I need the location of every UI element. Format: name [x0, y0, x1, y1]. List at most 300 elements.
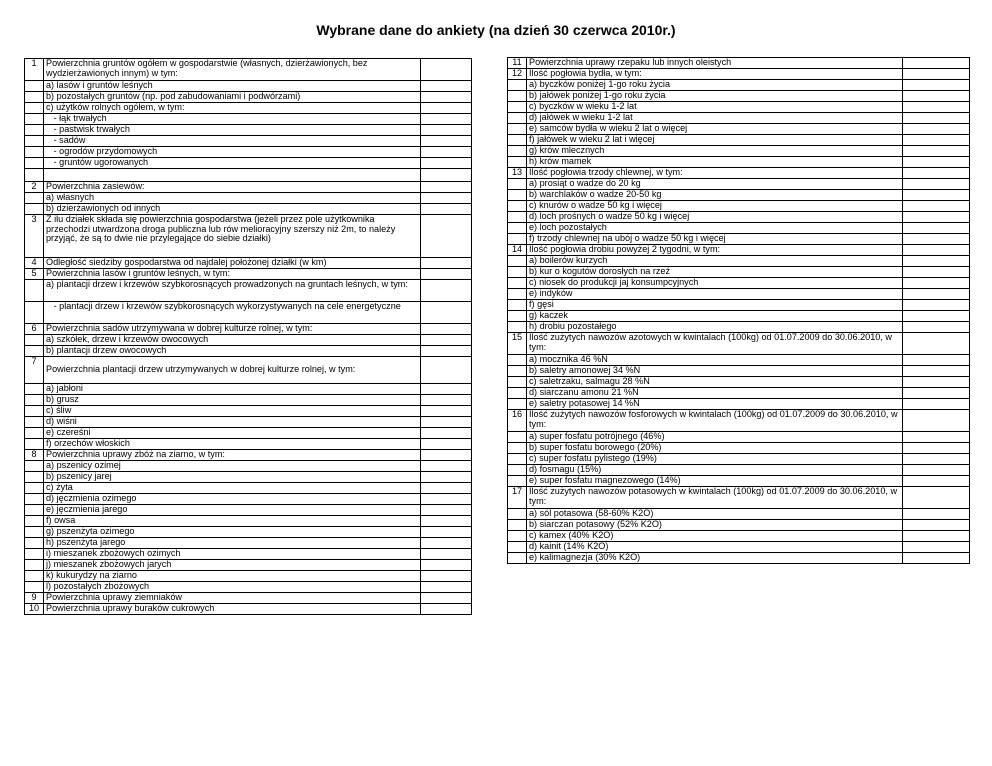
table-row [25, 193, 472, 204]
row-number [508, 476, 527, 487]
row-label: d) loch prośnych o wadze 50 kg i więcej [527, 212, 903, 223]
answer-cell[interactable] [421, 483, 472, 494]
answer-cell[interactable] [903, 256, 970, 267]
row-label: a) byczków poniżej 1-go roku życia [527, 80, 903, 91]
row-label: a) prosiąt o wadze do 20 kg [527, 179, 903, 190]
row-number: 3 [25, 215, 44, 258]
table-row [25, 582, 472, 593]
row-number [25, 302, 44, 324]
row-number [25, 571, 44, 582]
table-row [25, 335, 472, 346]
table-row [508, 520, 970, 531]
row-number [25, 158, 44, 169]
row-label: e) kalimagnezja (30% K2O) [527, 553, 903, 564]
answer-cell[interactable] [421, 215, 472, 258]
row-label: g) krów mlecznych [527, 146, 903, 157]
answer-cell[interactable] [903, 553, 970, 564]
table-row [25, 81, 472, 92]
answer-cell[interactable] [421, 169, 472, 182]
table-row [25, 516, 472, 527]
table-row [508, 113, 970, 124]
answer-cell[interactable] [421, 560, 472, 571]
answer-cell[interactable] [903, 168, 970, 179]
table-row [508, 168, 970, 179]
answer-cell[interactable] [421, 302, 472, 324]
row-label: Z ilu działek składa się powierzchnia gospodarstwa (jeżeli przez pole użytkownika przechodzi utwardzona droga publiczna lub rów melioracyjny szerszy niż 2m, to należy przyjąć, że są to dwie nie przylegające do siebie działki) [44, 215, 421, 258]
row-label: k) kukurydzy na ziarno [44, 571, 421, 582]
table-row [508, 531, 970, 542]
table-row [508, 146, 970, 157]
row-number [508, 256, 527, 267]
table-row [25, 204, 472, 215]
row-label: b) pszenicy jarej [44, 472, 421, 483]
row-label: c) kamex (40% K2O) [527, 531, 903, 542]
answer-cell[interactable] [903, 135, 970, 146]
row-number [508, 80, 527, 91]
table-row [25, 182, 472, 193]
row-number [508, 124, 527, 135]
row-number [25, 461, 44, 472]
answer-cell[interactable] [903, 223, 970, 234]
table-row [508, 333, 970, 355]
answer-cell[interactable] [903, 476, 970, 487]
answer-cell[interactable] [903, 278, 970, 289]
table-row [25, 417, 472, 428]
table-row [508, 223, 970, 234]
row-label: d) kainit (14% K2O) [527, 542, 903, 553]
answer-cell[interactable] [903, 311, 970, 322]
table-row [25, 269, 472, 280]
row-number [25, 335, 44, 346]
page-title: Wybrane dane do ankiety (na dzień 30 czerwca 2010r.) [316, 22, 676, 38]
table-row [25, 114, 472, 125]
answer-cell[interactable] [421, 439, 472, 450]
answer-cell[interactable] [903, 234, 970, 245]
answer-cell[interactable] [421, 204, 472, 215]
row-number [508, 443, 527, 454]
table-row [508, 256, 970, 267]
row-number [508, 289, 527, 300]
answer-cell[interactable] [421, 417, 472, 428]
table-row [508, 190, 970, 201]
answer-cell[interactable] [421, 494, 472, 505]
answer-cell[interactable] [903, 399, 970, 410]
row-number: 12 [508, 69, 527, 80]
row-number [508, 388, 527, 399]
answer-cell[interactable] [421, 593, 472, 604]
table-row [25, 280, 472, 302]
table-row [508, 245, 970, 256]
row-number [508, 179, 527, 190]
row-label: d) siarczanu amonu 21 %N [527, 388, 903, 399]
answer-cell[interactable] [421, 59, 472, 81]
answer-cell[interactable] [421, 450, 472, 461]
answer-cell[interactable] [903, 146, 970, 157]
row-label: b) saletry amonowej 34 %N [527, 366, 903, 377]
table-row [25, 136, 472, 147]
table-row [508, 377, 970, 388]
row-number [25, 472, 44, 483]
row-number: 15 [508, 333, 527, 355]
answer-cell[interactable] [903, 212, 970, 223]
row-label: d) jałówek w wieku 1-2 lat [527, 113, 903, 124]
answer-cell[interactable] [903, 487, 970, 509]
answer-cell[interactable] [421, 280, 472, 302]
answer-cell[interactable] [421, 182, 472, 193]
row-number [508, 311, 527, 322]
answer-cell[interactable] [421, 538, 472, 549]
answer-cell[interactable] [421, 103, 472, 114]
row-number [508, 366, 527, 377]
survey-table-right-body [508, 58, 970, 564]
row-label: - łąk trwałych [44, 114, 421, 125]
row-number [25, 527, 44, 538]
row-label: Powierzchnia uprawy ziemniaków [44, 593, 421, 604]
table-row [508, 102, 970, 113]
row-number [508, 542, 527, 553]
answer-cell[interactable] [421, 193, 472, 204]
row-number [508, 201, 527, 212]
table-row [508, 355, 970, 366]
row-label: Odległość siedziby gospodarstwa od najdalej położonej działki (w km) [44, 258, 421, 269]
row-number [25, 439, 44, 450]
table-row [508, 289, 970, 300]
answer-cell[interactable] [903, 190, 970, 201]
answer-cell[interactable] [421, 92, 472, 103]
row-label: b) jałówek poniżej 1-go roku życia [527, 91, 903, 102]
answer-cell[interactable] [421, 582, 472, 593]
table-row [508, 443, 970, 454]
row-number [25, 505, 44, 516]
table-row [508, 69, 970, 80]
row-label: Powierzchnia lasów i gruntów leśnych, w tym: [44, 269, 421, 280]
row-number [508, 553, 527, 564]
survey-table-right [507, 57, 970, 564]
row-label: c) niosek do produkcji jaj konsumpcyjnych [527, 278, 903, 289]
answer-cell[interactable] [421, 549, 472, 560]
answer-cell[interactable] [421, 335, 472, 346]
row-label: e) czereśni [44, 428, 421, 439]
row-number: 14 [508, 245, 527, 256]
answer-cell[interactable] [421, 258, 472, 269]
row-number: 8 [25, 450, 44, 461]
table-row [25, 494, 472, 505]
answer-cell[interactable] [421, 357, 472, 384]
row-number [508, 432, 527, 443]
answer-cell[interactable] [421, 472, 472, 483]
row-number [25, 384, 44, 395]
answer-cell[interactable] [903, 201, 970, 212]
table-row [508, 465, 970, 476]
table-row [508, 201, 970, 212]
table-row [25, 439, 472, 450]
answer-cell[interactable] [903, 91, 970, 102]
table-row [25, 505, 472, 516]
table-row [25, 428, 472, 439]
row-label: e) samców bydła w wieku 2 lat o więcej [527, 124, 903, 135]
answer-cell[interactable] [903, 157, 970, 168]
row-number [25, 428, 44, 439]
row-number: 17 [508, 487, 527, 509]
table-row [508, 80, 970, 91]
answer-cell[interactable] [421, 384, 472, 395]
answer-cell[interactable] [903, 542, 970, 553]
row-label: f) orzechów włoskich [44, 439, 421, 450]
row-number [25, 169, 44, 182]
table-row [508, 58, 970, 69]
table-row [508, 157, 970, 168]
table-row [25, 461, 472, 472]
row-label: f) jałówek w wieku 2 lat i więcej [527, 135, 903, 146]
row-label: c) saletrzaku, salmagu 28 %N [527, 377, 903, 388]
row-number [508, 135, 527, 146]
row-number [508, 278, 527, 289]
row-number [25, 103, 44, 114]
table-row [25, 324, 472, 335]
answer-cell[interactable] [903, 377, 970, 388]
answer-cell[interactable] [421, 147, 472, 158]
answer-cell[interactable] [421, 505, 472, 516]
row-label: b) super fosfatu borowego (20%) [527, 443, 903, 454]
row-number [508, 377, 527, 388]
table-row [508, 487, 970, 509]
answer-cell[interactable] [903, 124, 970, 135]
row-label: d) jęczmienia ozimego [44, 494, 421, 505]
row-label: e) indyków [527, 289, 903, 300]
row-number [508, 454, 527, 465]
answer-cell[interactable] [903, 355, 970, 366]
answer-cell[interactable] [421, 158, 472, 169]
table-row [25, 593, 472, 604]
table-row [25, 450, 472, 461]
answer-cell[interactable] [421, 395, 472, 406]
table-row [25, 472, 472, 483]
table-row [508, 91, 970, 102]
row-label: d) fosmagu (15%) [527, 465, 903, 476]
table-row [508, 454, 970, 465]
row-label: a) pszenicy ozimej [44, 461, 421, 472]
row-label: c) żyta [44, 483, 421, 494]
table-row [508, 300, 970, 311]
table-row [508, 399, 970, 410]
row-label: f) trzody chlewnej na ubój o wadze 50 kg i więcej [527, 234, 903, 245]
row-number: 5 [25, 269, 44, 280]
answer-cell[interactable] [903, 531, 970, 542]
answer-cell[interactable] [903, 509, 970, 520]
row-label: Ilość pogłowia bydła, w tym: [527, 69, 903, 80]
table-row [25, 549, 472, 560]
answer-cell[interactable] [421, 571, 472, 582]
row-number [508, 509, 527, 520]
row-number [25, 395, 44, 406]
row-number: 4 [25, 258, 44, 269]
row-number [25, 560, 44, 571]
row-label: Ilość zużytych nawozów potasowych w kwintalach (100kg) od 01.07.2009 do 30.06.2010, w tym: [527, 487, 903, 509]
row-number [508, 465, 527, 476]
answer-cell[interactable] [903, 113, 970, 124]
answer-cell[interactable] [903, 267, 970, 278]
survey-table-left-body [25, 59, 472, 615]
row-number [508, 91, 527, 102]
answer-cell[interactable] [903, 322, 970, 333]
answer-cell[interactable] [903, 300, 970, 311]
row-label: h) drobiu pozostałego [527, 322, 903, 333]
row-number [25, 81, 44, 92]
row-number [25, 125, 44, 136]
table-row [25, 357, 472, 384]
row-label: g) pszenżyta ozimego [44, 527, 421, 538]
row-label: b) pozostałych gruntów (np. pod zabudowaniami i podwórzami) [44, 92, 421, 103]
row-number [508, 531, 527, 542]
row-label: f) owsa [44, 516, 421, 527]
row-number [25, 114, 44, 125]
row-number [508, 234, 527, 245]
row-number [25, 549, 44, 560]
answer-cell[interactable] [903, 333, 970, 355]
row-label: a) sól potasowa (58-60% K2O) [527, 509, 903, 520]
row-number: 1 [25, 59, 44, 81]
row-label: Ilość zużytych nawozów azotowych w kwintalach (100kg) od 01.07.2009 do 30.06.2010, w tym: [527, 333, 903, 355]
row-label: c) byczków w wieku 1-2 lat [527, 102, 903, 113]
row-number [25, 538, 44, 549]
answer-cell[interactable] [903, 102, 970, 113]
table-row [508, 135, 970, 146]
row-label: - ogrodów przydomowych [44, 147, 421, 158]
table-row [508, 542, 970, 553]
row-label: e) jęczmienia jarego [44, 505, 421, 516]
table-row [508, 234, 970, 245]
answer-cell[interactable] [903, 520, 970, 531]
row-number: 9 [25, 593, 44, 604]
row-label: e) loch pozostałych [527, 223, 903, 234]
table-row [25, 92, 472, 103]
answer-cell[interactable] [421, 81, 472, 92]
answer-cell[interactable] [903, 179, 970, 190]
row-label: - pastwisk trwałych [44, 125, 421, 136]
row-label: b) warchlaków o wadze 20-50 kg [527, 190, 903, 201]
table-row [508, 553, 970, 564]
table-row [508, 432, 970, 443]
row-number [508, 300, 527, 311]
answer-cell[interactable] [421, 125, 472, 136]
row-number: 11 [508, 58, 527, 69]
answer-cell[interactable] [903, 80, 970, 91]
row-number [25, 280, 44, 302]
answer-cell[interactable] [421, 604, 472, 615]
table-row [25, 258, 472, 269]
table-row [508, 366, 970, 377]
row-label: b) dzierżawionych od innych [44, 204, 421, 215]
answer-cell[interactable] [903, 69, 970, 80]
table-row [508, 124, 970, 135]
row-number [25, 147, 44, 158]
row-number [508, 355, 527, 366]
row-label: Ilość pogłowia trzody chlewnej, w tym: [527, 168, 903, 179]
table-row [25, 215, 472, 258]
row-label: d) wiśni [44, 417, 421, 428]
row-label: j) mieszanek zbożowych jarych [44, 560, 421, 571]
answer-cell[interactable] [421, 136, 472, 147]
answer-cell[interactable] [421, 516, 472, 527]
row-label: Powierzchnia uprawy rzepaku lub innych oleistych [527, 58, 903, 69]
table-row [508, 267, 970, 278]
row-label: a) szkółek, drzew i krzewów owocowych [44, 335, 421, 346]
answer-cell[interactable] [903, 454, 970, 465]
table-row [25, 103, 472, 114]
answer-cell[interactable] [903, 388, 970, 399]
answer-cell[interactable] [421, 269, 472, 280]
row-number [508, 322, 527, 333]
row-number [25, 136, 44, 147]
row-number [508, 520, 527, 531]
row-label: e) super fosfatu magnezowego (14%) [527, 476, 903, 487]
row-number [508, 146, 527, 157]
answer-cell[interactable] [903, 443, 970, 454]
answer-cell[interactable] [421, 406, 472, 417]
row-label: Powierzchnia gruntów ogółem w gospodarstwie (własnych, dzierżawionych, bez wydzierżawionych innym) w tym: [44, 59, 421, 81]
answer-cell[interactable] [903, 58, 970, 69]
table-row [25, 169, 472, 182]
row-number [508, 267, 527, 278]
table-row [508, 179, 970, 190]
table-row [508, 322, 970, 333]
row-number [25, 193, 44, 204]
table-row [508, 388, 970, 399]
row-label: a) super fosfatu potrójnego (46%) [527, 432, 903, 443]
row-label: Powierzchnia uprawy buraków cukrowych [44, 604, 421, 615]
answer-cell[interactable] [903, 465, 970, 476]
answer-cell[interactable] [421, 346, 472, 357]
answer-cell[interactable] [903, 410, 970, 432]
answer-cell[interactable] [903, 245, 970, 256]
row-label: Powierzchnia plantacji drzew utrzymywanych w dobrej kulturze rolnej, w tym: [44, 357, 421, 384]
row-label: a) lasów i gruntów leśnych [44, 81, 421, 92]
row-label: c) śliw [44, 406, 421, 417]
row-number [25, 346, 44, 357]
row-number [25, 204, 44, 215]
row-label: f) gęsi [527, 300, 903, 311]
row-label: a) plantacji drzew i krzewów szybkorosnących prowadzonych na gruntach leśnych, w tym: [44, 280, 421, 302]
answer-cell[interactable] [903, 432, 970, 443]
row-label: Powierzchnia sadów utrzymywana w dobrej kulturze rolnej, w tym: [44, 324, 421, 335]
row-label: g) kaczek [527, 311, 903, 322]
row-number: 7 [25, 357, 44, 384]
row-label: l) pozostałych zbożowych [44, 582, 421, 593]
table-row [25, 571, 472, 582]
row-label: c) użytków rolnych ogółem, w tym: [44, 103, 421, 114]
row-label: c) super fosfatu pylistego (19%) [527, 454, 903, 465]
answer-cell[interactable] [421, 114, 472, 125]
row-number [508, 102, 527, 113]
row-label: Ilość pogłowia drobiu powyżej 2 tygodni, w tym: [527, 245, 903, 256]
answer-cell[interactable] [421, 461, 472, 472]
row-label: a) własnych [44, 193, 421, 204]
answer-cell[interactable] [903, 289, 970, 300]
table-row [25, 346, 472, 357]
answer-cell[interactable] [903, 366, 970, 377]
row-number [508, 113, 527, 124]
table-row [25, 560, 472, 571]
row-number [25, 516, 44, 527]
answer-cell[interactable] [421, 428, 472, 439]
answer-cell[interactable] [421, 527, 472, 538]
answer-cell[interactable] [421, 324, 472, 335]
row-number [508, 399, 527, 410]
row-label: b) grusz [44, 395, 421, 406]
table-row [25, 158, 472, 169]
row-number: 13 [508, 168, 527, 179]
row-number [508, 190, 527, 201]
